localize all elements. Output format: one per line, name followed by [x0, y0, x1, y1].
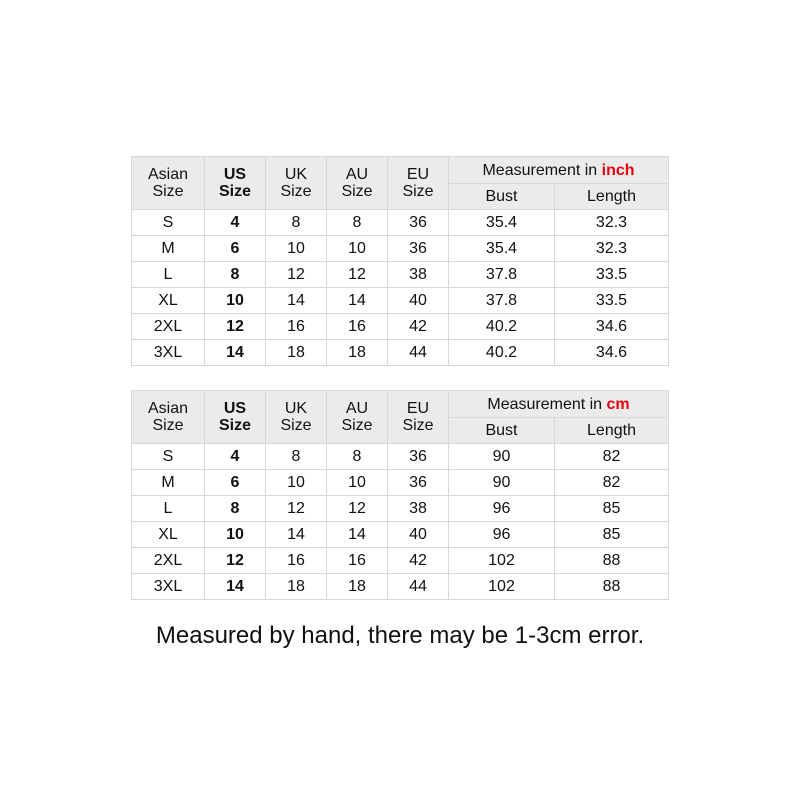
cell-uk: 8 [266, 444, 327, 470]
header-us-size: US Size [205, 391, 266, 444]
table-row [132, 210, 669, 236]
cell-length: 32.3 [555, 236, 669, 262]
cell-length: 33.5 [555, 288, 669, 314]
cell-eu: 40 [388, 288, 449, 314]
cell-eu: 38 [388, 496, 449, 522]
cell-uk: 16 [266, 548, 327, 574]
cell-au: 8 [327, 210, 388, 236]
cell-asian: L [132, 262, 205, 288]
header-bust: Bust [449, 184, 555, 210]
cell-au: 18 [327, 340, 388, 366]
cell-bust: 35.4 [449, 210, 555, 236]
cell-uk: 10 [266, 236, 327, 262]
cell-us: 12 [205, 548, 266, 574]
header-eu-size: EU Size [388, 157, 449, 210]
cell-asian: 2XL [132, 548, 205, 574]
cell-eu: 44 [388, 574, 449, 600]
table-row [132, 496, 669, 522]
cell-au: 10 [327, 236, 388, 262]
cell-uk: 12 [266, 496, 327, 522]
cell-us: 14 [205, 574, 266, 600]
cell-au: 14 [327, 522, 388, 548]
cell-bust: 90 [449, 470, 555, 496]
cell-asian: S [132, 210, 205, 236]
cell-bust: 102 [449, 548, 555, 574]
cell-us: 8 [205, 262, 266, 288]
cell-eu: 36 [388, 470, 449, 496]
cell-length: 88 [555, 574, 669, 600]
cell-us: 4 [205, 444, 266, 470]
cell-us: 10 [205, 288, 266, 314]
header-measurement: Measurement in cm [449, 391, 669, 418]
table-row [132, 522, 669, 548]
cell-us: 4 [205, 210, 266, 236]
cell-uk: 14 [266, 522, 327, 548]
cell-uk: 10 [266, 470, 327, 496]
header-eu-size: EU Size [388, 391, 449, 444]
table-row [132, 262, 669, 288]
header-bust: Bust [449, 418, 555, 444]
cell-us: 14 [205, 340, 266, 366]
cell-au: 12 [327, 262, 388, 288]
cell-bust: 96 [449, 522, 555, 548]
cell-us: 6 [205, 470, 266, 496]
cell-length: 34.6 [555, 340, 669, 366]
cell-uk: 12 [266, 262, 327, 288]
cell-asian: S [132, 444, 205, 470]
cell-us: 12 [205, 314, 266, 340]
header-au-size: AU Size [327, 157, 388, 210]
size-table-cm [131, 390, 669, 600]
cell-au: 14 [327, 288, 388, 314]
table-row [132, 314, 669, 340]
cell-length: 85 [555, 522, 669, 548]
cell-au: 16 [327, 314, 388, 340]
table-row [132, 236, 669, 262]
header-asian-size: Asian Size [132, 391, 205, 444]
cell-uk: 18 [266, 340, 327, 366]
cell-bust: 90 [449, 444, 555, 470]
header-length: Length [555, 184, 669, 210]
table-row [132, 548, 669, 574]
cell-length: 85 [555, 496, 669, 522]
header-uk-size: UK Size [266, 157, 327, 210]
cell-eu: 36 [388, 236, 449, 262]
cell-bust: 102 [449, 574, 555, 600]
cell-length: 82 [555, 470, 669, 496]
cell-asian: 3XL [132, 574, 205, 600]
cell-eu: 42 [388, 314, 449, 340]
cell-length: 34.6 [555, 314, 669, 340]
cell-uk: 8 [266, 210, 327, 236]
cell-length: 33.5 [555, 262, 669, 288]
cell-length: 88 [555, 548, 669, 574]
header-asian-size: Asian Size [132, 157, 205, 210]
header-au-size: AU Size [327, 391, 388, 444]
cell-uk: 16 [266, 314, 327, 340]
cell-asian: 3XL [132, 340, 205, 366]
header-measurement: Measurement in inch [449, 157, 669, 184]
header-us-size: US Size [205, 157, 266, 210]
cell-au: 10 [327, 470, 388, 496]
cell-asian: L [132, 496, 205, 522]
cell-uk: 18 [266, 574, 327, 600]
cell-asian: XL [132, 522, 205, 548]
cell-asian: M [132, 470, 205, 496]
header-uk-size: UK Size [266, 391, 327, 444]
cell-eu: 36 [388, 210, 449, 236]
cell-asian: XL [132, 288, 205, 314]
table-row [132, 340, 669, 366]
cell-eu: 36 [388, 444, 449, 470]
cell-au: 18 [327, 574, 388, 600]
cell-bust: 96 [449, 496, 555, 522]
unit-label: cm [606, 395, 630, 413]
cell-eu: 38 [388, 262, 449, 288]
cell-bust: 40.2 [449, 314, 555, 340]
cell-asian: M [132, 236, 205, 262]
cell-uk: 14 [266, 288, 327, 314]
cell-us: 6 [205, 236, 266, 262]
size-table-inch [131, 156, 669, 366]
table-row [132, 444, 669, 470]
cell-asian: 2XL [132, 314, 205, 340]
measurement-note: Measured by hand, there may be 1-3cm error. [155, 622, 645, 649]
cell-eu: 42 [388, 548, 449, 574]
header-length: Length [555, 418, 669, 444]
cell-bust: 37.8 [449, 288, 555, 314]
table-row [132, 470, 669, 496]
table-row [132, 288, 669, 314]
unit-label: inch [601, 161, 635, 179]
cell-au: 12 [327, 496, 388, 522]
cell-bust: 37.8 [449, 262, 555, 288]
table-row [132, 574, 669, 600]
cell-eu: 40 [388, 522, 449, 548]
cell-length: 32.3 [555, 210, 669, 236]
cell-bust: 35.4 [449, 236, 555, 262]
cell-au: 16 [327, 548, 388, 574]
cell-au: 8 [327, 444, 388, 470]
cell-us: 8 [205, 496, 266, 522]
cell-eu: 44 [388, 340, 449, 366]
cell-us: 10 [205, 522, 266, 548]
cell-bust: 40.2 [449, 340, 555, 366]
cell-length: 82 [555, 444, 669, 470]
